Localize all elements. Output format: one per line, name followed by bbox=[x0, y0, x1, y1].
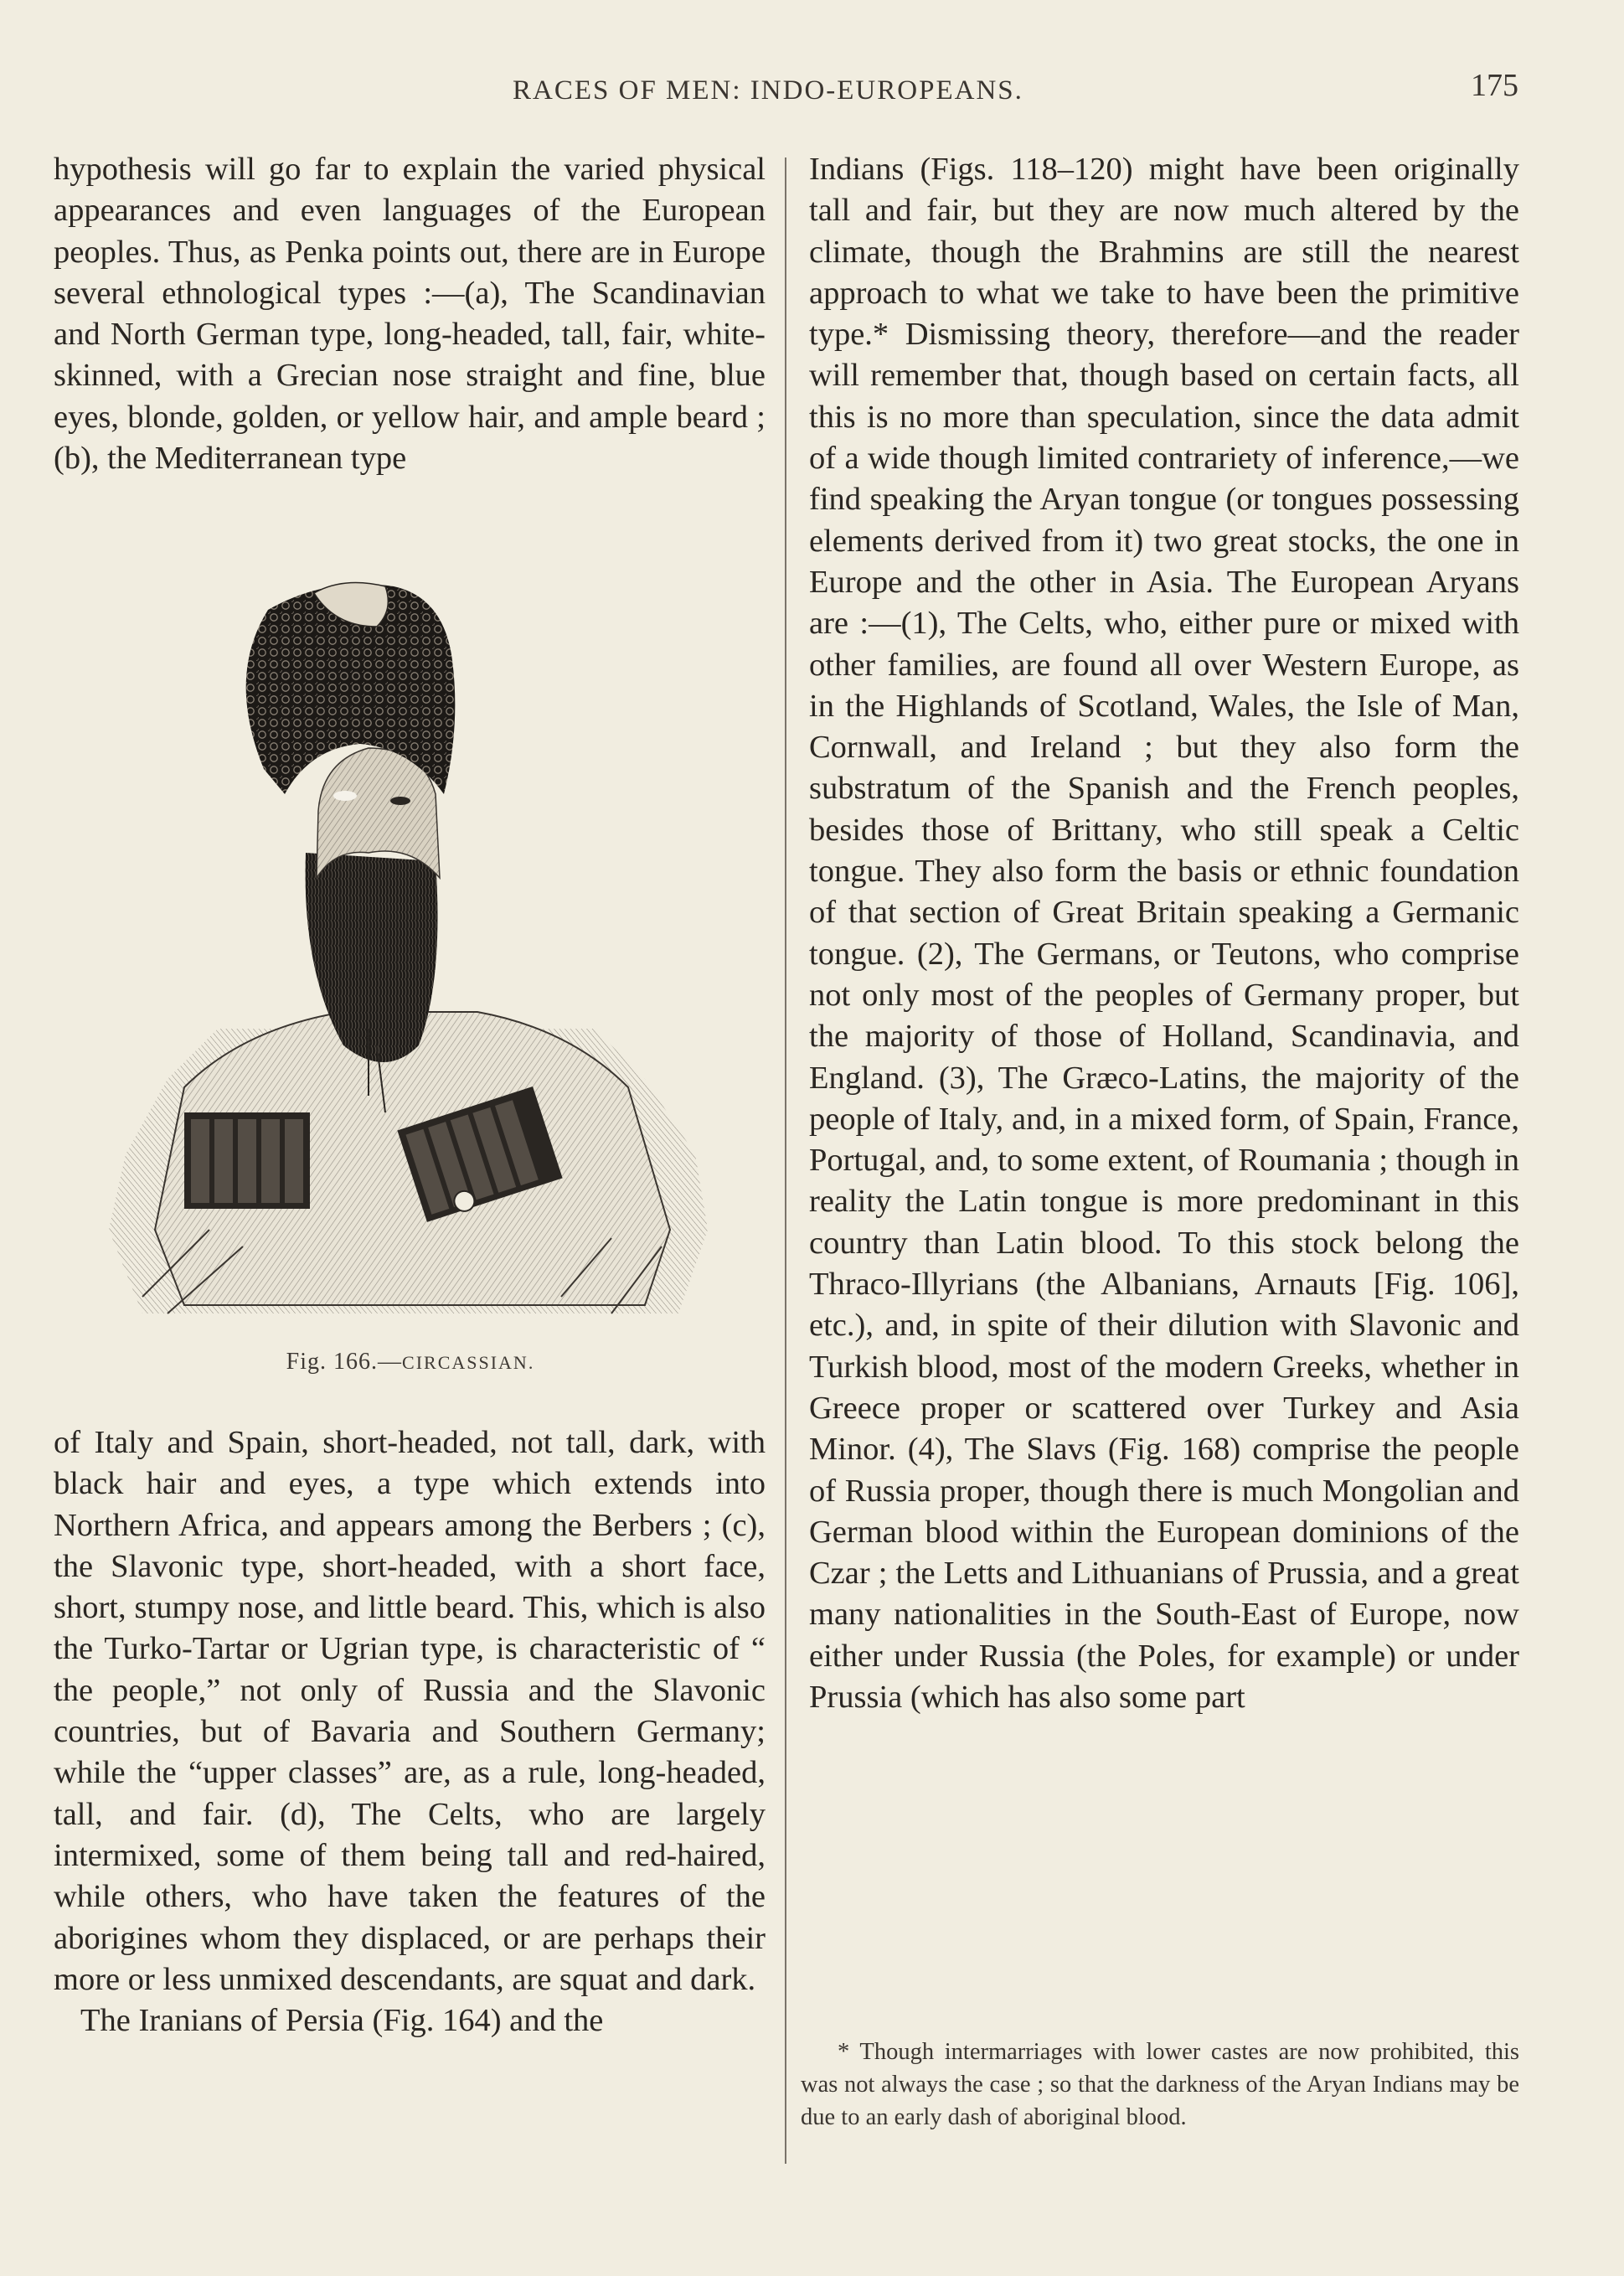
running-title: RACES OF MEN: INDO-EUROPEANS. bbox=[513, 75, 1023, 106]
right-paragraph-main: Indians (Figs. 118–120) might have been originally tall and fair, but they are now much altered by the climate, though the Brahmins are still the nearest approach to what we take to have been the primitive type.* Dismissing theory, therefore—and the reader will remember that, though based on certain facts, all this is no more than speculation, since the data admit of a wide though limited contrariety of inference,—we find speaking the Aryan tongue (or tongues possessing elements derived from it) two great stocks, the one in Europe and the other in Asia. The European Aryans are :—(1), The Celts, who, either pure or mixed with other families, are found all over Western Europe, as in the Highlands of Scotland, Wales, the Isle of Man, Cornwall, and Ireland ; but they also form the substratum of the Spanish and the French peoples, besides those of Brittany, who still speak a Celtic tongue. They also form the basis or ethnic foundation of that section of Great Britain speaking a Germanic tongue. (2), The Germans, or Teutons, who comprise not only most of the peoples of Germany proper, but the majority of those of Holland, Scandinavia, and England. (3), The Græco-Latins, the majority of the people of Italy, and, in a mixed form, of Spain, France, Portugal, and, to some extent, of Roumania ; though in reality the Latin tongue is more predominant in this country than Latin blood. To this stock belong the Thraco-Illyrians (the Albanians, Arnauts [Fig. 106], etc.), and, in spite of their dilution with Slavonic and Turkish blood, most of the modern Greeks, whether in Greece proper or scattered over Turkey and Asia Minor. (4), The Slavs (Fig. 168) comprise the people of Russia proper, though there is much Mongolian and German blood within the European dominions of the Czar ; the Letts and Lithuanians of Prussia, and a great many nationalities in the South-East of Europe, now either under Russia (the Poles, for example) or under Prussia (which has also some part bbox=[809, 152, 1519, 1715]
column-divider bbox=[785, 157, 786, 2164]
figure-caption bbox=[92, 1349, 729, 1375]
right-column bbox=[809, 149, 1519, 1718]
figure-circassian bbox=[92, 576, 729, 1376]
cartridge-belt-left bbox=[184, 1112, 310, 1209]
circassian-engraving bbox=[92, 576, 729, 1330]
caption-prefix: Fig. 166.— bbox=[286, 1349, 403, 1375]
caption-label: CIRCASSIAN. bbox=[402, 1352, 535, 1373]
left-paragraph-last: The Iranians of Persia (Fig. 164) and the bbox=[80, 2003, 604, 2039]
left-column-lower bbox=[54, 1422, 766, 2041]
left-paragraph-top: hypothesis will go far to explain the varied physical appearances and even languages of the European peoples. Thus, as Penka points out, there are in Europe several ethnological types :—(a), The Scandinavian and North German type, long-headed, tall, fair, white-skinned, with a Grecian nose straight and fine, blue eyes, blonde, golden, or yellow hair, and ample beard ; (b), the Mediterranean type bbox=[54, 152, 766, 477]
footnote: * Though intermarriages with lower castes are now prohibited, this was not always the case ; so that the darkness of the Aryan Indians may be due to an early dash of aboriginal blood. bbox=[801, 2039, 1519, 2130]
running-head bbox=[0, 65, 1624, 116]
page-number: 175 bbox=[1471, 68, 1518, 103]
left-column bbox=[54, 149, 766, 479]
left-paragraph-bottom: of Italy and Spain, short-headed, not tall, dark, with black hair and eyes, a type which extends into Northern Africa, and appears among the Berbers ; (c), the Slavonic type, short-headed, with a short face, short, stumpy nose, and little beard. This, which is also the Turko-Tartar or Ugrian type, is characteristic of “ the people,” not only of Russia and the Slavonic countries, but of Bavaria and Southern Germany; while the “upper classes” are, as a rule, long-headed, tall, and fair. (d), The Celts, who are largely intermixed, some of them being tall and red-haired, while others, who have taken the features of the aborigines whom they displaced, or are perhaps their more or less unmixed descendants, are squat and dark. bbox=[54, 1425, 766, 1997]
